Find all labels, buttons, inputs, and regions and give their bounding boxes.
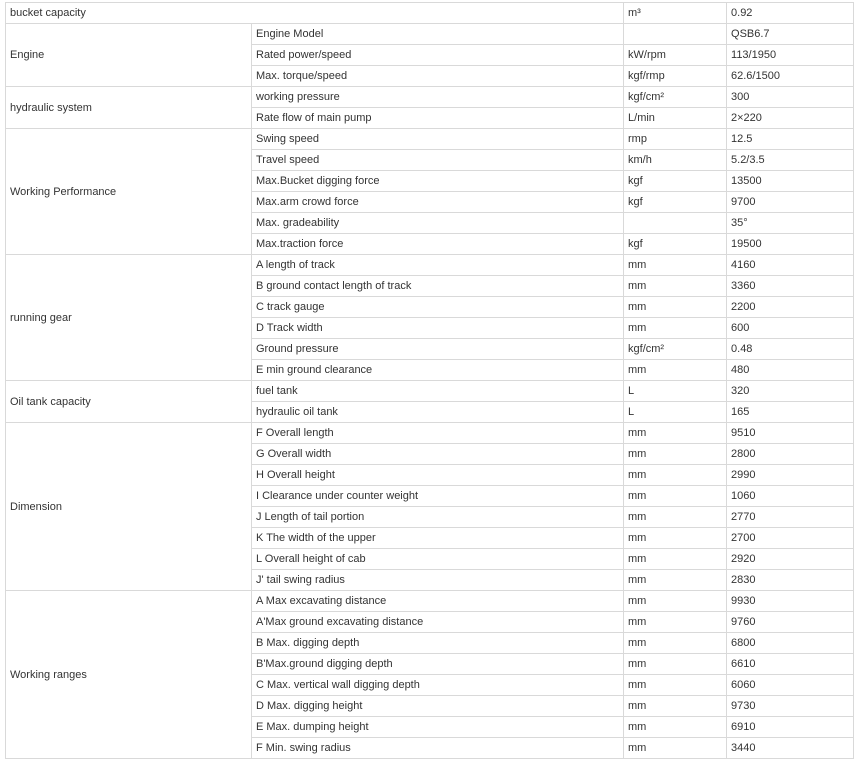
parameter-cell: H Overall height	[252, 465, 624, 486]
parameter-cell: L Overall height of cab	[252, 549, 624, 570]
unit-cell: kW/rpm	[624, 45, 727, 66]
value-cell: 6910	[727, 717, 854, 738]
unit-cell: km/h	[624, 150, 727, 171]
parameter-cell: C track gauge	[252, 297, 624, 318]
parameter-cell: Ground pressure	[252, 339, 624, 360]
parameter-cell: F Overall length	[252, 423, 624, 444]
value-cell: 600	[727, 318, 854, 339]
unit-cell: mm	[624, 360, 727, 381]
parameter-cell: B'Max.ground digging depth	[252, 654, 624, 675]
value-cell: 19500	[727, 234, 854, 255]
unit-cell: mm	[624, 633, 727, 654]
value-cell: 2×220	[727, 108, 854, 129]
table-row	[6, 87, 854, 108]
parameter-cell: K The width of the upper	[252, 528, 624, 549]
group-cell: running gear	[6, 255, 252, 381]
value-cell: 62.6/1500	[727, 66, 854, 87]
unit-cell: mm	[624, 423, 727, 444]
value-cell: 2700	[727, 528, 854, 549]
value-cell: 3440	[727, 738, 854, 759]
spec-table	[5, 2, 854, 759]
value-cell: 5.2/3.5	[727, 150, 854, 171]
unit-cell: mm	[624, 738, 727, 759]
unit-cell: L/min	[624, 108, 727, 129]
unit-cell: L	[624, 381, 727, 402]
unit-cell: mm	[624, 570, 727, 591]
value-cell: 480	[727, 360, 854, 381]
parameter-cell: Rated power/speed	[252, 45, 624, 66]
unit-cell: mm	[624, 444, 727, 465]
group-cell: Oil tank capacity	[6, 381, 252, 423]
parameter-cell: E Max. dumping height	[252, 717, 624, 738]
parameter-cell: G Overall width	[252, 444, 624, 465]
unit-cell: mm	[624, 591, 727, 612]
spec-table-container	[5, 2, 853, 759]
value-cell: 9930	[727, 591, 854, 612]
value-cell: 6800	[727, 633, 854, 654]
value-cell: 0.48	[727, 339, 854, 360]
parameter-cell: A Max excavating distance	[252, 591, 624, 612]
table-row	[6, 423, 854, 444]
value-cell: 3360	[727, 276, 854, 297]
unit-cell: mm	[624, 696, 727, 717]
value-cell: 2200	[727, 297, 854, 318]
parameter-cell: A length of track	[252, 255, 624, 276]
group-cell: Working ranges	[6, 591, 252, 759]
unit-cell: mm	[624, 276, 727, 297]
unit-cell: mm	[624, 717, 727, 738]
group-cell: bucket capacity	[6, 3, 624, 24]
unit-cell	[624, 24, 727, 45]
group-cell: hydraulic system	[6, 87, 252, 129]
parameter-cell: Rate flow of main pump	[252, 108, 624, 129]
parameter-cell: B ground contact length of track	[252, 276, 624, 297]
value-cell: 1060	[727, 486, 854, 507]
value-cell: 2800	[727, 444, 854, 465]
unit-cell: mm	[624, 675, 727, 696]
value-cell: 12.5	[727, 129, 854, 150]
unit-cell	[624, 213, 727, 234]
table-row	[6, 129, 854, 150]
parameter-cell: Max.arm crowd force	[252, 192, 624, 213]
value-cell: 9700	[727, 192, 854, 213]
parameter-cell: Engine Model	[252, 24, 624, 45]
unit-cell: mm	[624, 654, 727, 675]
value-cell: 2990	[727, 465, 854, 486]
unit-cell: kgf/cm²	[624, 87, 727, 108]
table-row	[6, 24, 854, 45]
group-cell: Working Performance	[6, 129, 252, 255]
value-cell: 6610	[727, 654, 854, 675]
parameter-cell: J' tail swing radius	[252, 570, 624, 591]
value-cell: 165	[727, 402, 854, 423]
value-cell: 9510	[727, 423, 854, 444]
parameter-cell: Swing speed	[252, 129, 624, 150]
unit-cell: rmp	[624, 129, 727, 150]
value-cell: 0.92	[727, 3, 854, 24]
value-cell: 2920	[727, 549, 854, 570]
value-cell: 4160	[727, 255, 854, 276]
parameter-cell: D Max. digging height	[252, 696, 624, 717]
unit-cell: mm	[624, 486, 727, 507]
parameter-cell: Travel speed	[252, 150, 624, 171]
value-cell: 300	[727, 87, 854, 108]
spec-table-body	[6, 3, 854, 759]
unit-cell: mm	[624, 507, 727, 528]
table-row	[6, 381, 854, 402]
parameter-cell: Max.traction force	[252, 234, 624, 255]
parameter-cell: B Max. digging depth	[252, 633, 624, 654]
unit-cell: mm	[624, 612, 727, 633]
unit-cell: mm	[624, 297, 727, 318]
unit-cell: kgf	[624, 192, 727, 213]
unit-cell: mm	[624, 255, 727, 276]
table-row	[6, 3, 854, 24]
group-cell: Engine	[6, 24, 252, 87]
unit-cell: kgf	[624, 234, 727, 255]
parameter-cell: D Track width	[252, 318, 624, 339]
value-cell: 2830	[727, 570, 854, 591]
unit-cell: mm	[624, 318, 727, 339]
parameter-cell: F Min. swing radius	[252, 738, 624, 759]
parameter-cell: Max. torque/speed	[252, 66, 624, 87]
value-cell: 6060	[727, 675, 854, 696]
parameter-cell: hydraulic oil tank	[252, 402, 624, 423]
parameter-cell: Max. gradeability	[252, 213, 624, 234]
unit-cell: kgf	[624, 171, 727, 192]
value-cell: QSB6.7	[727, 24, 854, 45]
value-cell: 9760	[727, 612, 854, 633]
parameter-cell: working pressure	[252, 87, 624, 108]
value-cell: 13500	[727, 171, 854, 192]
parameter-cell: C Max. vertical wall digging depth	[252, 675, 624, 696]
parameter-cell: J Length of tail portion	[252, 507, 624, 528]
value-cell: 320	[727, 381, 854, 402]
value-cell: 113/1950	[727, 45, 854, 66]
table-row	[6, 255, 854, 276]
unit-cell: m³	[624, 3, 727, 24]
group-cell: Dimension	[6, 423, 252, 591]
parameter-cell: Max.Bucket digging force	[252, 171, 624, 192]
parameter-cell: I Clearance under counter weight	[252, 486, 624, 507]
unit-cell: kgf/rmp	[624, 66, 727, 87]
unit-cell: L	[624, 402, 727, 423]
unit-cell: mm	[624, 549, 727, 570]
parameter-cell: E min ground clearance	[252, 360, 624, 381]
value-cell: 9730	[727, 696, 854, 717]
unit-cell: mm	[624, 465, 727, 486]
unit-cell: mm	[624, 528, 727, 549]
parameter-cell: fuel tank	[252, 381, 624, 402]
value-cell: 2770	[727, 507, 854, 528]
unit-cell: kgf/cm²	[624, 339, 727, 360]
value-cell: 35°	[727, 213, 854, 234]
parameter-cell: A'Max ground excavating distance	[252, 612, 624, 633]
table-row	[6, 591, 854, 612]
